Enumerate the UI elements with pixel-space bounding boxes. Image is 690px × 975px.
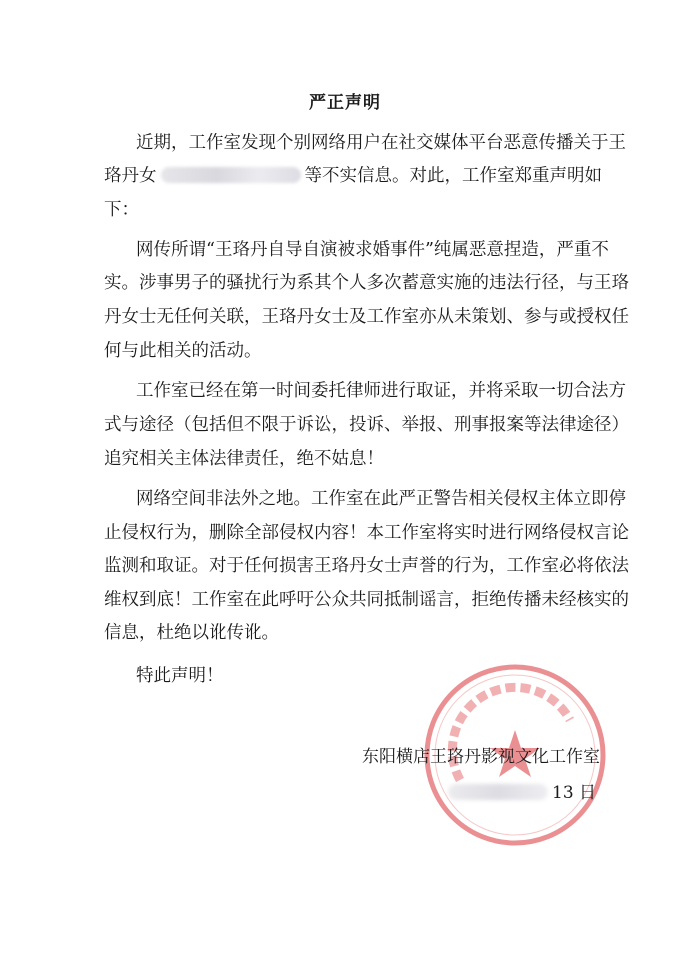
date-redacted-blur <box>448 784 548 800</box>
p2-line-1: 网传所谓“王珞丹自导自演被求婚事件”纯属恶意捏造，严重不 <box>136 240 609 260</box>
p4-line-2: 止侵权行为，删除全部侵权内容！本工作室将实时进行网络侵权言论 <box>104 523 629 543</box>
p2-line-3: 丹女士无任何关联，王珞丹女士及工作室亦从未策划、参与或授权任 <box>104 307 629 327</box>
redacted-blur <box>161 167 301 183</box>
p3-line-2: 式与途径（包括但不限于诉讼，投诉、举报、刑事报案等法律途径） <box>104 415 629 435</box>
p4-line-5: 信息，杜绝以讹传讹。 <box>104 623 279 643</box>
p1-line-2-start: 珞丹女 <box>104 166 157 186</box>
p4-line-1: 网络空间非法外之地。工作室在此严正警告相关侵权主体立即停 <box>136 489 626 509</box>
p2-line-4: 何与此相关的活动。 <box>104 341 262 361</box>
document-title: 严正声明 <box>309 93 381 113</box>
p3-line-3: 追究相关主体法律责任，绝不姑息！ <box>104 449 384 469</box>
p5-line-1: 特此声明！ <box>136 666 224 686</box>
p4-line-4: 维权到底！工作室在此呼吁公众共同抵制谣言，拒绝传播未经核实的 <box>104 590 629 610</box>
signature-organization: 东阳横店王珞丹影视文化工作室 <box>362 747 600 767</box>
statement-date <box>448 778 596 803</box>
p1-line-2-end: 等不实信息。对此，工作室郑重声明如 <box>304 166 602 186</box>
p1-line-3: 下： <box>104 200 139 220</box>
p2-line-2: 实。涉事男子的骚扰行为系其个人多次蓄意实施的违法行径，与王珞 <box>104 273 629 293</box>
date-day: 13 日 <box>552 783 597 803</box>
p1-line-1: 近期，工作室发现个别网络用户在社交媒体平台恶意传播关于王 <box>136 133 626 153</box>
p3-line-1: 工作室已经在第一时间委托律师进行取证，并将采取一切合法方 <box>136 381 626 401</box>
p4-line-3: 监测和取证。对于任何损害王珞丹女士声誉的行为，工作室必将依法 <box>104 556 629 576</box>
p1-line-2 <box>104 163 602 189</box>
